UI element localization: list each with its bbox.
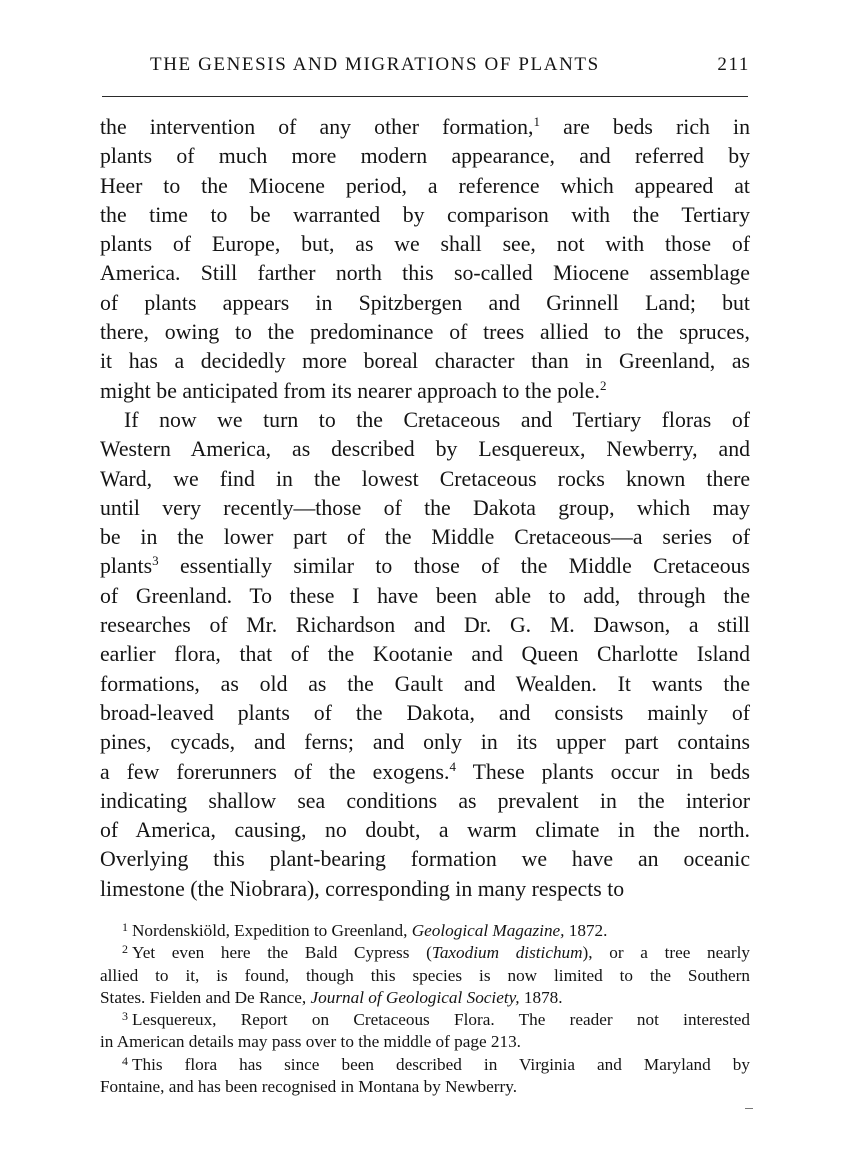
footnote-line bbox=[100, 1031, 750, 1053]
italic-title: Geological Magazine, bbox=[411, 921, 565, 940]
footnote-reference[interactable]: 2 bbox=[599, 377, 607, 393]
text-segment: plants of Europe, but, as we shall see, not with those of bbox=[100, 232, 750, 257]
text-line bbox=[100, 640, 750, 669]
text-segment: until very recently—those of the Dakota group, which may bbox=[100, 495, 750, 520]
text-segment: it has a decidedly more boreal character than in Greenland, as bbox=[100, 349, 750, 374]
text-line bbox=[100, 201, 750, 230]
text-segment: in American details may pass over to the middle of page 213. bbox=[100, 1032, 521, 1052]
text-line bbox=[100, 465, 750, 494]
text-segment: allied to it, is found, though this species is now limited to the Southern bbox=[100, 965, 750, 985]
italic-title: Journal of Geological Society, bbox=[310, 987, 520, 1007]
footnote-line bbox=[100, 1076, 750, 1098]
text-line bbox=[100, 318, 750, 347]
header-rule bbox=[102, 96, 748, 97]
paragraph bbox=[100, 406, 750, 904]
text-segment: Heer to the Miocene period, a reference which appeared at bbox=[100, 173, 750, 198]
text-line bbox=[100, 728, 750, 757]
text-line bbox=[100, 435, 750, 464]
footnote bbox=[100, 1054, 750, 1099]
text-segment: ), or a tree nearly bbox=[582, 943, 750, 963]
footnote-number: 4 bbox=[122, 1053, 128, 1068]
text-line bbox=[100, 494, 750, 523]
text-segment: are beds rich in bbox=[540, 115, 751, 139]
text-line bbox=[100, 699, 750, 728]
footnotes bbox=[100, 920, 750, 1098]
italic-title: Taxodium distichum bbox=[431, 943, 583, 963]
footnote-line bbox=[100, 965, 750, 987]
text-segment: essentially similar to those of the Middle Cretaceous bbox=[158, 554, 750, 579]
text-line bbox=[100, 523, 750, 552]
text-line bbox=[100, 582, 750, 611]
text-segment: If now we turn to the Cretaceous and Tertiary floras of bbox=[124, 407, 750, 432]
footnote-line bbox=[100, 1054, 750, 1076]
text-segment: the time to be warranted by comparison with the Tertiary bbox=[100, 202, 750, 227]
text-line bbox=[100, 816, 750, 845]
footnote bbox=[100, 920, 750, 942]
footnote bbox=[100, 942, 750, 1009]
text-segment: earlier flora, that of the Kootanie and Queen Charlotte Island bbox=[100, 642, 750, 667]
text-segment: a few forerunners of the exogens. bbox=[100, 759, 450, 784]
text-line bbox=[100, 289, 750, 318]
paragraph bbox=[100, 113, 750, 406]
text-line bbox=[100, 406, 750, 435]
text-segment: 1872. bbox=[564, 921, 608, 940]
text-segment: of plants appears in Spitzbergen and Grinnell Land; but bbox=[100, 290, 750, 315]
text-segment: of Greenland. To these I have been able to add, through the bbox=[100, 583, 750, 608]
text-line bbox=[100, 113, 750, 142]
text-segment: researches of Mr. Richardson and Dr. G. M. Dawson, a still bbox=[100, 613, 750, 638]
page-number: 211 bbox=[717, 54, 750, 75]
text-segment: there, owing to the predominance of trees allied to the spruces, bbox=[100, 320, 750, 345]
text-segment: Ward, we find in the lowest Cretaceous rocks known there bbox=[100, 466, 750, 491]
text-segment: be in the lower part of the Middle Cretaceous—a series of bbox=[100, 525, 750, 550]
text-segment: 1878. bbox=[519, 987, 563, 1007]
footnote-line bbox=[100, 987, 750, 1009]
text-segment: formations, as old as the Gault and Wealden. It wants the bbox=[100, 671, 750, 696]
text-line bbox=[100, 552, 750, 581]
text-line bbox=[100, 845, 750, 874]
footnote-line bbox=[100, 942, 750, 964]
footnote-reference[interactable]: 3 bbox=[152, 553, 159, 569]
page-mark bbox=[745, 1108, 753, 1109]
footnote bbox=[100, 1009, 750, 1054]
footnote-line bbox=[100, 1009, 750, 1031]
footnote-number: 2 bbox=[122, 942, 128, 957]
text-segment: This flora has since been described in Virginia and Maryland by bbox=[132, 1054, 750, 1074]
text-segment: Overlying this plant-bearing formation we have an oceanic bbox=[100, 847, 750, 872]
footnote-reference[interactable]: 4 bbox=[449, 758, 456, 774]
text-line bbox=[100, 347, 750, 376]
text-segment: pines, cycads, and ferns; and only in its upper part contains bbox=[100, 730, 750, 755]
text-segment: plants of much more modern appearance, and referred by bbox=[100, 144, 750, 169]
text-segment: Nordenskiöld, Expedition to Greenland, bbox=[132, 921, 412, 940]
text-segment: indicating shallow sea conditions as prevalent in the interior bbox=[100, 788, 750, 813]
footnote-number: 3 bbox=[122, 1009, 128, 1024]
text-segment: Yet even here the Bald Cypress ( bbox=[132, 943, 432, 963]
text-line bbox=[100, 875, 750, 904]
footnote-number: 1 bbox=[122, 920, 128, 934]
footnote-reference[interactable]: 1 bbox=[533, 114, 541, 129]
text-line bbox=[100, 172, 750, 201]
text-line bbox=[100, 230, 750, 259]
text-line bbox=[100, 142, 750, 171]
text-line bbox=[100, 611, 750, 640]
text-line bbox=[100, 259, 750, 288]
text-segment: the intervention of any other formation, bbox=[100, 115, 534, 139]
text-segment: Lesquereux, Report on Cretaceous Flora. The reader not interested bbox=[132, 1010, 750, 1030]
running-title: THE GENESIS AND MIGRATIONS OF PLANTS bbox=[150, 54, 600, 75]
text-segment: might be anticipated from its nearer approach to the pole. bbox=[100, 378, 600, 403]
text-segment: These plants occur in beds bbox=[455, 759, 750, 784]
text-line bbox=[100, 758, 750, 787]
running-header bbox=[150, 54, 750, 76]
text-segment: plants bbox=[100, 554, 153, 579]
text-segment: States. Fielden and De Rance, bbox=[100, 987, 311, 1007]
text-segment: broad-leaved plants of the Dakota, and consists mainly of bbox=[100, 700, 750, 725]
footnote-line bbox=[100, 920, 750, 942]
text-segment: Fontaine, and has been recognised in Montana by Newberry. bbox=[100, 1077, 517, 1097]
text-segment: Western America, as described by Lesquereux, Newberry, and bbox=[100, 437, 750, 462]
text-segment: America. Still farther north this so-called Miocene assemblage bbox=[100, 261, 750, 286]
text-line bbox=[100, 787, 750, 816]
text-segment: limestone (the Niobrara), corresponding in many respects to bbox=[100, 876, 625, 901]
text-line bbox=[100, 670, 750, 699]
text-segment: of America, causing, no doubt, a warm climate in the north. bbox=[100, 818, 750, 843]
body-text bbox=[100, 113, 750, 904]
text-line bbox=[100, 377, 750, 406]
